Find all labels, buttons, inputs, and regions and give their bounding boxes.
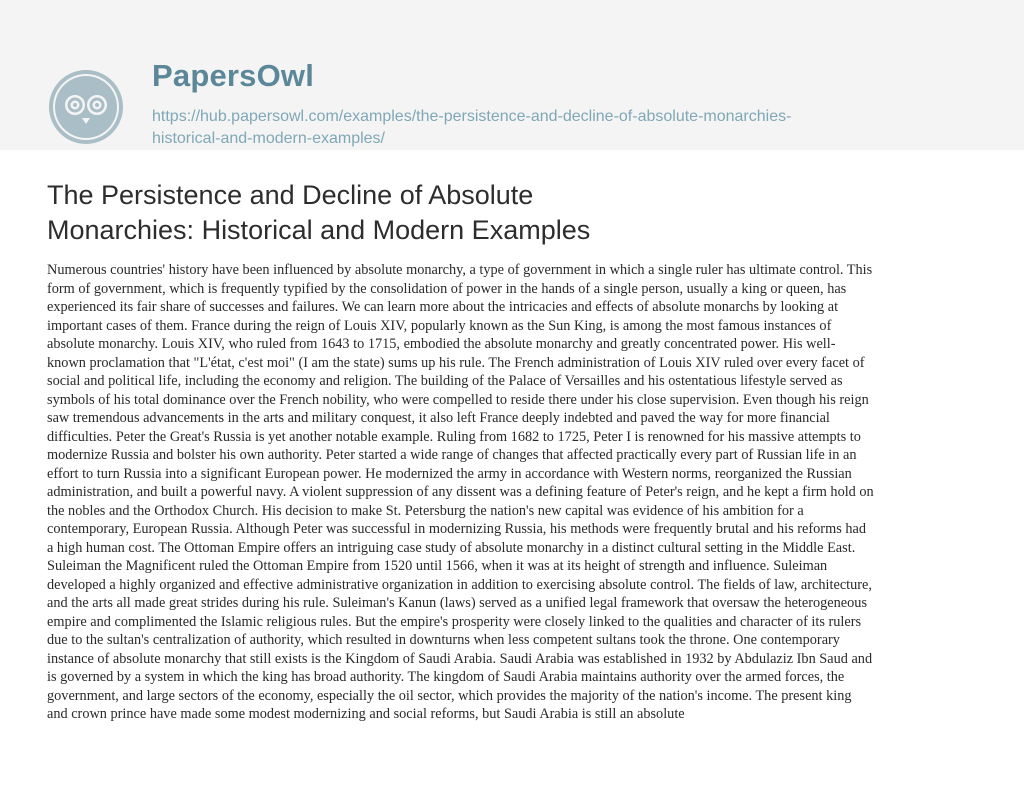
body-line: experienced its fair share of successes and failures. We can learn more about the intricacies and effects of absolute monarchs by looking at <box>47 299 839 315</box>
owl-logo-icon <box>47 68 125 146</box>
body-line: instance of absolute monarchy that still exists is the Kingdom of Saudi Arabia. Saudi Arabia was established in 1932 by Abdulaziz Ibn Saud and <box>47 650 873 667</box>
url-line[interactable]: https://hub.papersowl.com/examples/the-persistence-and-decline-of-absolute-monarchies- <box>152 108 792 125</box>
brand-name[interactable]: PapersOwl <box>152 58 315 93</box>
body-line: social and political life, including the economy and religion. The building of the Palace of Versailles and his ostentatious lifestyle served as <box>47 373 843 389</box>
body-line: and the arts all made great strides during his rule. Suleiman's Kanun (laws) served as a unified legal framework that oversaw the heterogeneous <box>47 595 868 611</box>
body-line: government, and large sectors of the economy, especially the oil sector, which provides the majority of the nation's income. The present king <box>47 687 852 704</box>
essay-body <box>47 261 982 724</box>
body-line: form of government, which is frequently typified by the consolidation of power in the hands of a single person, usually a king or queen, has <box>47 280 847 297</box>
body-line: the nobles and the Orthodox Church. His decision to make St. Petersburg the nation's new capital was evidence of his ambition for a <box>47 502 804 519</box>
body-line: effort to turn Russia into a significant European power. He modernized the army in accordance with Western norms, reorganized the Russian <box>47 465 852 482</box>
site-header <box>0 0 1024 150</box>
body-line: difficulties. Peter the Great's Russia is yet another notable example. Ruling from 1682 to 1725, Peter I is renowned for his massive attempts to <box>47 428 861 445</box>
title-line: The Persistence and Decline of Absolute <box>47 180 534 210</box>
body-line: a high human cost. The Ottoman Empire offers an intriguing case study of absolute monarchy in a distinct cultural setting in the Middle East. <box>47 539 856 556</box>
body-line: saw tremendous advancements in the arts and military conquest, it also left France deeply indebted and paved the way for more financial <box>47 410 830 426</box>
body-line: absolute monarchy. Louis XIV, who ruled from 1643 to 1715, embodied the absolute monarchy and greatly concentrated power. His well- <box>47 336 836 352</box>
title-line: Monarchies: Historical and Modern Examples <box>47 215 591 245</box>
body-line: important cases of them. France during the reign of Louis XIV, popularly known as the Sun King, is among the most famous instances of <box>47 317 832 334</box>
body-line: due to the sultan's centralization of authority, which resulted in downturns when less competent sultans took the throne. One contemporary <box>47 632 840 648</box>
body-line: Numerous countries' history have been influenced by absolute monarchy, a type of government in which a single ruler has ultimate control. This <box>47 262 873 278</box>
body-line: and crown prince have made some modest modernizing and social reforms, but Saudi Arabia is still an absolute <box>47 706 685 722</box>
body-line: administration, and built a powerful navy. A violent suppression of any dissent was a defining feature of Peter's reign, and he kept a firm hold on <box>47 484 874 500</box>
body-line: contemporary, European Russia. Although Peter was successful in modernizing Russia, his methods were frequently brutal and his reforms had <box>47 521 866 537</box>
url-line[interactable]: historical-and-modern-examples/ <box>152 130 385 147</box>
body-line: is governed by a system in which the king has broad authority. The kingdom of Saudi Arabia maintains authority over the armed forces, the <box>47 669 845 685</box>
page-url[interactable] <box>152 106 972 150</box>
page-title <box>47 178 687 248</box>
body-line: modernize Russia and bolster his own authority. Peter started a wide range of changes that affected practically every part of Russian life in an <box>47 447 857 463</box>
body-line: Suleiman the Magnificent ruled the Ottoman Empire from 1520 until 1566, when it was at its height of strength and influence. Suleiman <box>47 558 828 574</box>
body-line: known proclamation that "L'état, c'est moi" (I am the state) sums up his rule. The French administration of Louis XIV ruled over every facet of <box>47 354 865 371</box>
body-line: empire and complimented the Islamic religious rules. But the empire's prosperity were closely linked to the qualities and character of its rulers <box>47 613 862 630</box>
body-line: developed a highly organized and effective administrative organization in addition to exercising absolute control. The fields of law, architecture, <box>47 576 872 593</box>
body-line: symbols of his total dominance over the French nobility, who were compelled to reside there under his close supervision. Even though his reign <box>47 391 869 408</box>
